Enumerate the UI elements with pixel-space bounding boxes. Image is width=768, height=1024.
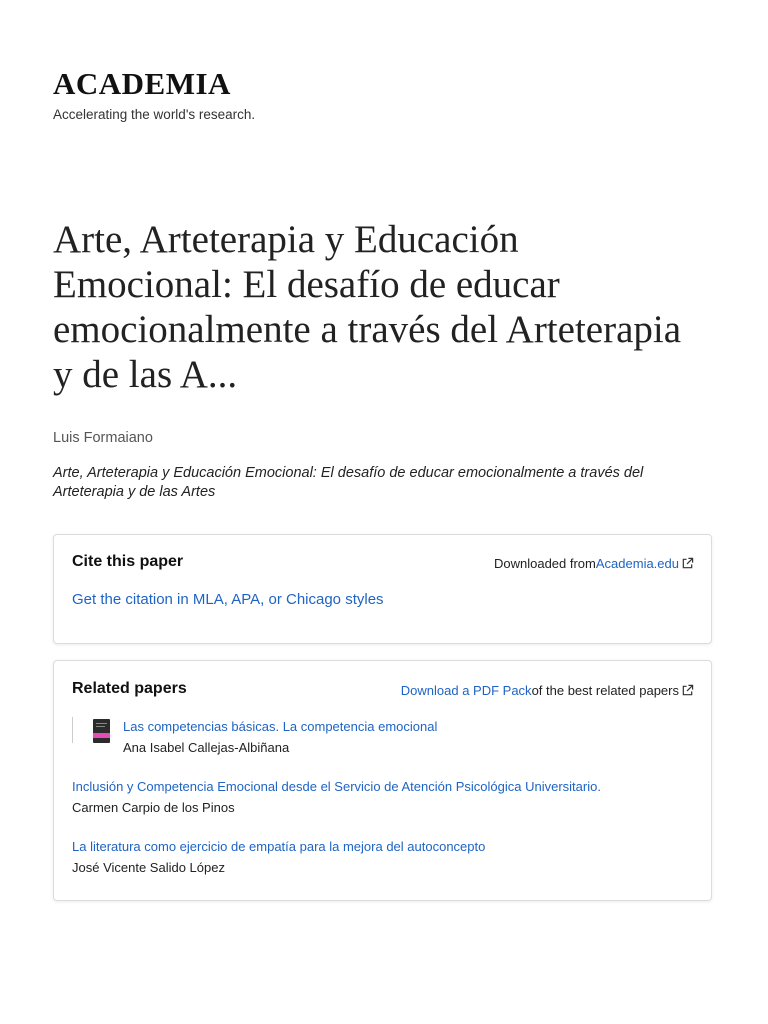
related-item-title[interactable]: Inclusión y Competencia Emocional desde el Servicio de Atención Psicológica Universitario. — [72, 779, 601, 794]
related-item-author: José Vicente Salido López — [72, 860, 225, 875]
related-heading: Related papers — [72, 680, 187, 697]
academia-logo[interactable]: ACADEMIA — [53, 66, 231, 101]
cite-card — [53, 534, 712, 644]
paper-journal: Arte, Arteterapia y Educación Emocional: El desafío de educar emocionalmente a través del Arteterapia y de las Artes — [53, 465, 644, 500]
downloaded-from — [494, 556, 694, 571]
pdf-pack-note — [401, 683, 694, 698]
tagline: Accelerating the world's research. — [53, 107, 256, 122]
related-item-author: Ana Isabel Callejas-Albiñana — [123, 740, 290, 755]
downloaded-prefix: Downloaded from — [493, 556, 596, 571]
pdf-pack-suffix: of the best related papers — [531, 683, 679, 698]
related-item-title[interactable]: Las competencias básicas. La competencia emocional — [123, 719, 438, 734]
paper-title: Arte, Arteterapia y Educación Emocional: El desafío de educar emocionalmente a través del Arteterapia y de las A... — [53, 218, 682, 396]
paper-author: Luis Formaiano — [53, 430, 153, 446]
related-item — [72, 776, 601, 818]
related-item — [72, 836, 485, 878]
cite-heading: Cite this paper — [72, 553, 184, 570]
related-item-author: Carmen Carpio de los Pinos — [72, 800, 235, 815]
external-link-icon[interactable] — [681, 684, 694, 697]
related-item-title[interactable]: La literatura como ejercicio de empatía para la mejora del autoconcepto — [72, 839, 486, 854]
paper-thumbnail-frame — [72, 717, 111, 743]
related-papers-card — [53, 660, 712, 901]
get-citation-link[interactable]: Get the citation in MLA, APA, or Chicago styles — [72, 591, 384, 608]
external-link-icon[interactable] — [681, 557, 694, 570]
academia-edu-link[interactable]: Academia.edu — [595, 556, 679, 571]
download-pdf-pack-link[interactable]: Download a PDF Pack — [400, 683, 532, 698]
paper-thumbnail-icon[interactable] — [93, 719, 110, 743]
